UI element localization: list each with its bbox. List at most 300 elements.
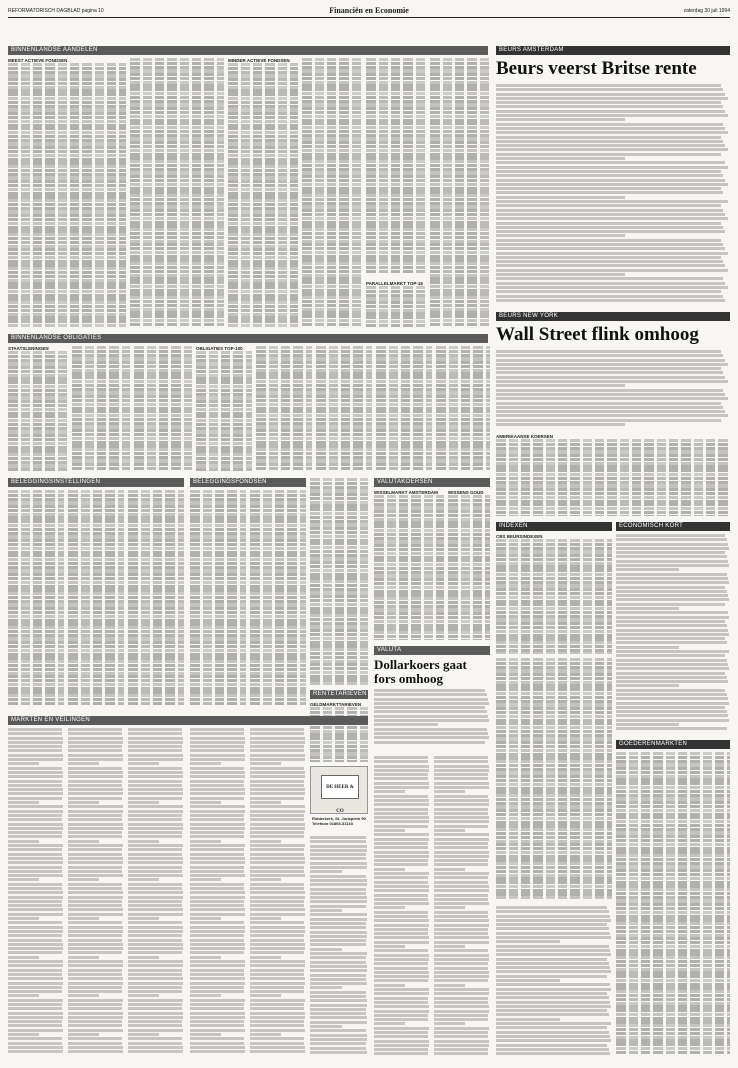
table-row <box>250 615 306 618</box>
table-row <box>316 380 372 383</box>
text-line <box>68 896 123 899</box>
table-row <box>374 612 444 615</box>
table-row <box>496 658 612 661</box>
table-row <box>130 137 224 140</box>
table-row <box>196 393 252 396</box>
table-row <box>374 601 444 604</box>
table-row <box>616 756 730 759</box>
table-row <box>190 645 246 648</box>
text-line <box>250 982 305 985</box>
text-line <box>496 101 721 104</box>
table-row <box>376 380 432 383</box>
table-row <box>134 384 192 387</box>
text-line <box>374 936 429 939</box>
table-row <box>310 607 368 610</box>
table-row <box>128 641 184 644</box>
table-row <box>250 501 306 504</box>
text-line <box>250 758 305 761</box>
table-row <box>190 588 246 591</box>
table-row <box>316 456 372 459</box>
text-line <box>8 814 62 817</box>
table-row <box>302 175 362 178</box>
table-row <box>366 122 426 125</box>
table-row <box>256 448 312 451</box>
table-row <box>250 622 306 625</box>
text-line <box>68 775 123 778</box>
text-line <box>68 956 99 959</box>
table-row <box>310 741 368 744</box>
text-line <box>68 1020 122 1023</box>
table-row <box>376 456 432 459</box>
table-row <box>366 77 426 80</box>
table-row <box>128 637 184 640</box>
text-line <box>8 943 63 946</box>
text-line <box>190 870 244 873</box>
table-row <box>130 149 224 152</box>
table-row <box>496 870 612 873</box>
text-line <box>190 737 245 740</box>
text-line <box>496 127 725 130</box>
table-row <box>616 1013 730 1016</box>
text-line <box>128 874 183 877</box>
table-row <box>374 567 444 570</box>
text-line <box>68 780 122 783</box>
section-beurs-new-york: BEURS NEW YORK <box>496 312 730 321</box>
table-row <box>374 586 444 589</box>
table-row <box>616 865 730 868</box>
text-line <box>128 908 183 911</box>
text-line <box>250 814 304 817</box>
table-row <box>366 66 426 69</box>
table-header-amerikaanse: AMERIKAANSE KOERSEN <box>496 434 554 439</box>
table-row <box>8 222 126 225</box>
text-line <box>190 866 244 869</box>
table-row <box>130 84 224 87</box>
table-row <box>448 518 490 521</box>
table-row <box>374 518 444 521</box>
table-row <box>8 461 68 464</box>
table-row <box>228 150 298 153</box>
text-line <box>496 217 728 220</box>
text-line <box>496 277 723 280</box>
text-line <box>374 706 485 709</box>
table-row <box>302 232 362 235</box>
table-row <box>302 300 362 303</box>
table-row <box>130 119 224 122</box>
text-line <box>496 97 728 100</box>
table-row <box>250 498 306 501</box>
text-line <box>616 555 727 558</box>
table-row <box>616 775 730 778</box>
table-row <box>8 263 126 266</box>
table-row <box>250 543 306 546</box>
table-row <box>430 145 490 148</box>
table-row <box>8 412 68 415</box>
table-row <box>436 361 490 364</box>
table-row <box>496 458 730 461</box>
table-row <box>228 199 298 202</box>
text-line <box>374 962 428 965</box>
table-row <box>496 611 612 614</box>
text-line <box>616 590 727 593</box>
text-line <box>310 1004 367 1007</box>
table-row <box>496 817 612 820</box>
table-row <box>196 351 252 354</box>
table-row <box>430 292 490 295</box>
table-row <box>374 521 444 524</box>
table-row <box>196 457 252 460</box>
table-row <box>8 653 64 656</box>
table-row <box>228 93 298 96</box>
text-line <box>496 397 728 400</box>
text-line <box>374 838 429 841</box>
text-line <box>68 728 122 731</box>
table-row <box>366 217 426 220</box>
table-row <box>128 694 184 697</box>
table-row <box>366 305 426 308</box>
table-row <box>496 673 612 676</box>
text-line <box>128 1042 182 1045</box>
table-row <box>8 660 64 663</box>
text-line <box>250 866 304 869</box>
table-row <box>448 601 490 604</box>
text-line <box>374 911 428 914</box>
table-row <box>8 513 64 516</box>
table-row <box>430 308 490 311</box>
table-row <box>130 126 224 129</box>
table-row <box>310 737 368 740</box>
table-row <box>196 412 252 415</box>
masthead-section-title: Financiën en Economie <box>329 6 409 15</box>
table-row <box>376 448 432 451</box>
table-row <box>310 678 368 681</box>
text-line <box>68 930 123 933</box>
text-line <box>310 853 366 856</box>
text-line <box>496 1044 607 1047</box>
text-line <box>8 844 63 847</box>
table-row <box>8 218 126 221</box>
table-row <box>436 391 490 394</box>
table-row <box>374 533 444 536</box>
text-line <box>8 1016 63 1019</box>
table-row <box>196 438 252 441</box>
text-line <box>68 982 123 985</box>
text-line <box>434 790 465 793</box>
table-row <box>616 824 730 827</box>
table-row <box>496 443 730 446</box>
table-row <box>366 69 426 72</box>
table-row <box>616 960 730 963</box>
text-line <box>8 951 62 954</box>
table-row <box>228 78 298 81</box>
table-row <box>302 160 362 163</box>
table-row <box>196 370 252 373</box>
text-line <box>8 1003 62 1006</box>
table-row <box>496 877 612 880</box>
text-line <box>496 367 721 370</box>
table-row <box>374 537 444 540</box>
table-row <box>134 456 192 459</box>
table-row <box>374 605 444 608</box>
text-line <box>496 419 721 422</box>
text-line <box>68 801 99 804</box>
table-row <box>448 578 490 581</box>
table-row <box>302 84 362 87</box>
table-row <box>130 66 224 69</box>
text-line <box>374 851 429 854</box>
table-row <box>302 281 362 284</box>
table-row <box>366 149 426 152</box>
table-row <box>310 682 368 685</box>
table-row <box>130 168 224 171</box>
text-line <box>374 1005 429 1008</box>
text-line <box>190 792 245 795</box>
section-beleggingsfondsen: BELEGGINGSFONDSEN <box>190 478 306 487</box>
table-row <box>128 653 184 656</box>
table-row <box>68 615 124 618</box>
table-row <box>8 286 126 289</box>
text-line <box>496 359 725 362</box>
text-line <box>8 870 62 873</box>
table-row <box>190 611 246 614</box>
table-row <box>72 425 130 428</box>
text-line <box>434 855 489 858</box>
text-line <box>190 853 244 856</box>
table-row <box>68 577 124 580</box>
table-row <box>302 311 362 314</box>
text-line <box>310 918 367 921</box>
text-line <box>128 848 182 851</box>
table-row <box>68 505 124 508</box>
text-line <box>374 975 429 978</box>
table-row <box>436 354 490 357</box>
table-row <box>128 672 184 675</box>
table-row <box>430 134 490 137</box>
table-row <box>302 213 362 216</box>
table-row <box>190 573 246 576</box>
text-line <box>128 900 182 903</box>
table-row <box>8 355 68 358</box>
text-line <box>128 870 182 873</box>
table-row <box>616 786 730 789</box>
table-row <box>448 597 490 600</box>
table-row <box>366 145 426 148</box>
text-line <box>250 943 305 946</box>
text-line <box>190 973 244 976</box>
table-row <box>366 202 426 205</box>
table-row <box>250 520 306 523</box>
text-line <box>434 851 489 854</box>
table-row <box>250 634 306 637</box>
text-line <box>190 990 244 993</box>
text-line <box>68 883 122 886</box>
table-row <box>228 142 298 145</box>
table-row <box>436 350 490 353</box>
table-row <box>616 782 730 785</box>
table-row <box>72 414 130 417</box>
text-line <box>250 741 305 744</box>
text-line <box>128 831 182 834</box>
section-economisch-kort: ECONOMISCH KORT <box>616 522 730 531</box>
table-row <box>8 622 64 625</box>
text-line <box>496 923 607 926</box>
table-row <box>376 384 432 387</box>
table-row <box>616 1047 730 1050</box>
table-row <box>366 290 426 293</box>
table-row <box>228 97 298 100</box>
table-row <box>128 596 184 599</box>
text-line <box>374 932 428 935</box>
text-line <box>374 825 428 828</box>
text-line <box>68 874 123 877</box>
table-row <box>302 236 362 239</box>
table-row <box>310 633 368 636</box>
text-line <box>434 808 488 811</box>
table-row <box>8 603 64 606</box>
table-row <box>8 656 64 659</box>
table-row <box>130 228 224 231</box>
text-line <box>496 282 725 285</box>
table-row <box>196 381 252 384</box>
table-row <box>130 221 224 224</box>
text-line <box>8 797 62 800</box>
table-row <box>310 535 368 538</box>
text-line <box>190 1020 244 1023</box>
table-row <box>68 668 124 671</box>
table-row <box>8 139 126 142</box>
table-row <box>134 376 192 379</box>
text-line <box>250 900 304 903</box>
text-line <box>496 247 725 250</box>
table-row <box>256 354 312 357</box>
table-row <box>316 391 372 394</box>
text-line <box>128 917 159 920</box>
section-valuta: VALUTA <box>374 646 490 655</box>
table-header-staatsleningen: STAATSLENINGEN <box>8 346 49 351</box>
table-row <box>302 81 362 84</box>
table-row <box>8 97 126 100</box>
table-row <box>8 127 126 130</box>
table-row <box>68 513 124 516</box>
text-line <box>434 812 488 815</box>
text-line <box>128 1024 182 1027</box>
table-row <box>8 309 126 312</box>
table-row <box>130 179 224 182</box>
text-line <box>128 982 183 985</box>
table-row <box>8 256 126 259</box>
text-line <box>250 908 305 911</box>
text-line <box>68 1016 123 1019</box>
text-line <box>310 978 366 981</box>
text-line <box>250 1003 304 1006</box>
table-row <box>496 745 612 748</box>
table-row <box>128 649 184 652</box>
table-row <box>366 301 426 304</box>
table-row <box>496 794 612 797</box>
text-line <box>250 745 304 748</box>
table-row <box>316 467 372 470</box>
table-row <box>316 452 372 455</box>
table-row <box>228 169 298 172</box>
table-row <box>134 422 192 425</box>
text-line <box>374 790 405 793</box>
table-header-cbs: CBS BEURSINDEXEN <box>496 534 543 539</box>
table-row <box>302 171 362 174</box>
text-line <box>8 823 63 826</box>
table-row <box>366 141 426 144</box>
table-row <box>228 89 298 92</box>
table-row <box>72 369 130 372</box>
text-line <box>190 951 244 954</box>
table-row <box>310 561 368 564</box>
table-row <box>430 103 490 106</box>
section-binnenlandse-obligaties: BINNENLANDSE OBLIGATIES <box>8 334 488 343</box>
text-line <box>128 762 159 765</box>
table-row <box>256 399 312 402</box>
table-row <box>496 600 612 603</box>
table-row <box>196 464 252 467</box>
text-line <box>128 775 183 778</box>
table-row <box>310 656 368 659</box>
text-line <box>68 908 123 911</box>
text-line <box>434 1040 489 1043</box>
table-row <box>448 537 490 540</box>
text-line <box>128 840 159 843</box>
table-row <box>8 86 126 89</box>
text-line <box>434 967 488 970</box>
table-row <box>616 941 730 944</box>
text-line <box>68 861 123 864</box>
text-line <box>616 637 725 640</box>
text-line <box>496 363 728 366</box>
table-row <box>496 703 612 706</box>
table-row <box>616 888 730 891</box>
table-row <box>366 164 426 167</box>
table-row <box>496 447 730 450</box>
table-row <box>448 593 490 596</box>
text-line <box>496 958 607 961</box>
table-row <box>302 107 362 110</box>
table-goud <box>448 490 490 640</box>
table-row <box>190 641 246 644</box>
table-row <box>302 141 362 144</box>
table-row <box>430 205 490 208</box>
text-line <box>250 904 304 907</box>
text-line <box>374 786 429 789</box>
text-line <box>250 792 305 795</box>
table-row <box>616 790 730 793</box>
text-line <box>374 1027 429 1030</box>
text-line <box>434 992 489 995</box>
text-line <box>68 840 99 843</box>
table-row <box>68 554 124 557</box>
text-line <box>616 684 679 687</box>
table-row <box>436 425 490 428</box>
table-row <box>8 558 64 561</box>
table-row <box>130 194 224 197</box>
table-row <box>366 100 426 103</box>
text-line <box>190 835 244 838</box>
table-row <box>190 543 246 546</box>
text-line <box>8 1012 63 1015</box>
table-row <box>8 210 126 213</box>
table-row <box>496 496 730 499</box>
text-line <box>374 803 429 806</box>
text-line <box>496 983 610 986</box>
table-row <box>128 569 184 572</box>
text-line <box>374 876 428 879</box>
table-row <box>128 588 184 591</box>
